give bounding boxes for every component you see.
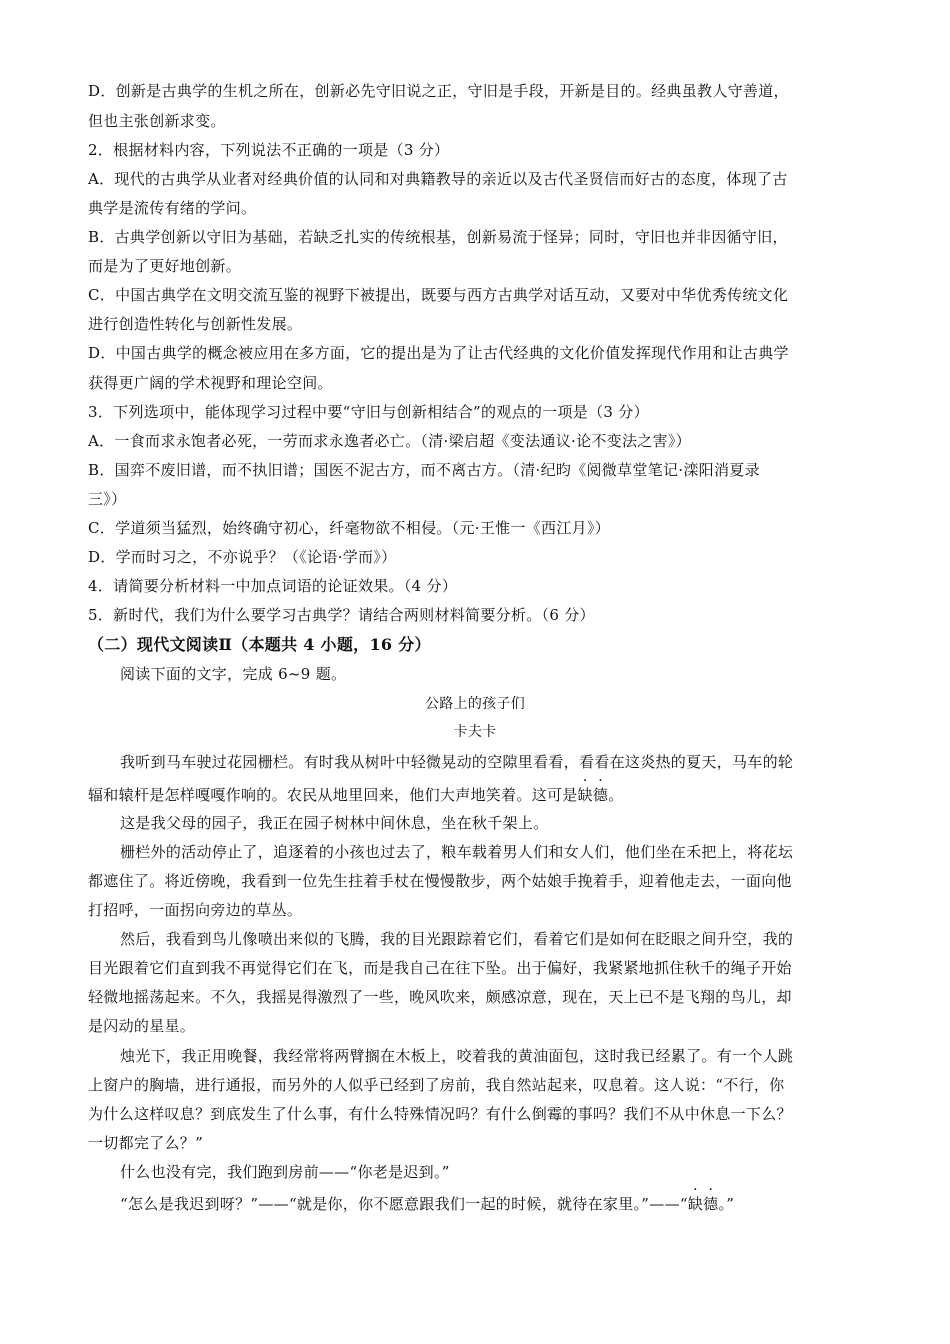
q3-option-b-line-2: 三》） — [88, 490, 127, 508]
story-title: 公路上的孩子们 — [424, 696, 526, 712]
story-p3-line-3: 打招呼，一面拐向旁边的草丛。 — [88, 901, 303, 919]
story-text: “怎么是我迟到呀？”——“就是你，你不愿意跟我们一起的时候，就待在家里。”——“ — [120, 1195, 688, 1213]
story-p4-line-1: 然后，我看到鸟儿像喷出来似的飞腾，我的目光跟踪着它们，看着它们是如何在眨眼之间升空，我的 — [120, 930, 794, 948]
emphasis-char: 缺 — [687, 1195, 704, 1213]
q3-option-a: A．一食而求永饱者必死，一劳而求永逸者必亡。（清·梁启超《变法通议·论不变法之害》） — [88, 432, 691, 450]
story-p1-line-1: 我听到马车驶过花园栅栏。有时我从树叶中轻微晃动的空隙里看看，看看在这炎热的夏天，马车的轮 — [120, 753, 794, 771]
emphasis-char: 缺 — [577, 786, 593, 804]
story-p4-line-3: 轻微地摇荡起来。不久，我摇晃得激烈了一些，晚风吹来，颇感凉意，现在，天上已不是飞翔的鸟儿，却 — [88, 988, 792, 1006]
story-p5-line-2: 上窗户的胸墙，进行通报，而另外的人似乎已经到了房前，我自然站起来，叹息着。这人说：“不行，你 — [88, 1076, 785, 1094]
story-text: 。 — [608, 786, 624, 804]
story-p3-line-1: 栅栏外的活动停止了，追逐着的小孩也过去了，粮车载着男人们和女人们，他们坐在禾把上，将花坛 — [120, 843, 794, 861]
question-5: 5．新时代，我们为什么要学习古典学？请结合两则材料简要分析。（6 分） — [88, 606, 595, 624]
q2-option-c-line-1: C．中国古典学在文明交流互鉴的视野下被提出，既要与西方古典学对话互动，又要对中华优秀传统文化 — [88, 286, 789, 304]
story-p4-line-4: 是闪动的星星。 — [88, 1017, 196, 1035]
option-d-line-1: D．创新是古典学的生机之所在，创新必先守旧说之正，守旧是手段，开新是目的。经典虽教人守善道， — [88, 82, 789, 100]
story-p4-line-2: 目光跟着它们直到我不再觉得它们在飞，而是我自己在往下坠。出于偏好，我紧紧地抓住秋千的绳子开始 — [88, 959, 792, 977]
q2-option-a-line-2: 典学是流传有绪的学问。 — [88, 199, 257, 217]
q2-option-c-line-2: 进行创造性转化与创新性发展。 — [88, 315, 303, 333]
q3-option-c: C．学道须当猛烈，始终确守初心，纤毫物欲不相侵。（元·王惟一《西江月》） — [88, 519, 611, 537]
reading-instruction: 阅读下面的文字，完成 6~9 题。 — [120, 665, 347, 683]
q3-option-b-line-1: B．国弈不废旧谱，而不执旧谱；国医不泥古方，而不离古方。（清·纪昀《阅微草堂笔记·滦阳消夏录 — [88, 461, 760, 479]
story-author: 卡夫卡 — [453, 724, 497, 740]
story-p2: 这是我父母的园子，我正在园子树林中间休息，坐在秋千架上。 — [120, 814, 549, 832]
q2-option-d-line-1: D．中国古典学的概念被应用在多方面，它的提出是为了让古代经典的文化价值发挥现代作用和让古典学 — [88, 344, 789, 362]
option-d-line-2: 但也主张创新求变。 — [88, 112, 226, 130]
question-3: 3．下列选项中，能体现学习过程中要“守旧与创新相结合”的观点的一项是（3 分） — [88, 403, 649, 421]
story-p5-line-1: 烛光下，我正用晚餐，我经常将两臂搁在木板上，咬着我的黄油面包，这时我已经累了。有一个人跳 — [120, 1047, 794, 1065]
emphasis-char: 德 — [703, 1195, 719, 1213]
q2-option-b-line-2: 而是为了更好地创新。 — [88, 257, 242, 275]
question-2: 2．根据材料内容，下列说法不正确的一项是（3 分） — [88, 141, 450, 159]
story-p6: 什么也没有完，我们跑到房前——“你老是迟到。” — [120, 1163, 450, 1181]
q2-option-b-line-1: B．古典学创新以守旧为基础，若缺乏扎实的传统根基，创新易流于怪异；同时，守旧也并非因循守旧， — [88, 228, 788, 246]
story-p5-line-3: 为什么这样叹息？到底发生了什么事，有什么特殊情况吗？有什么倒霉的事吗？我们不从中休息一下么？ — [88, 1105, 792, 1123]
emphasis-char: 德 — [592, 786, 609, 804]
q3-option-d: D．学而时习之，不亦说乎？（《论语·学而》） — [88, 548, 397, 566]
section-heading: （二）现代文阅读Ⅱ（本题共 4 小题，16 分） — [88, 635, 431, 654]
q2-option-a-line-1: A．现代的古典学从业者对经典价值的认同和对典籍教导的亲近以及古代圣贤信而好古的态度，体现了古 — [88, 170, 788, 188]
story-p1-line-2 — [88, 785, 868, 805]
story-p5-line-4: 一切都完了么？” — [88, 1134, 204, 1152]
question-4: 4．请简要分析材料一中加点词语的论证效果。（4 分） — [88, 577, 458, 595]
story-text: 。” — [718, 1195, 735, 1213]
story-text: 辐和辕杆是怎样嘎嘎作响的。农民从地里回来，他们大声地笑着。这可是 — [88, 786, 578, 804]
story-p7 — [120, 1194, 900, 1214]
story-p3-line-2: 都遮住了。将近傍晚，我看到一位先生拄着手杖在慢慢散步，两个姑娘手挽着手，迎着他走去，一面向他 — [88, 872, 792, 890]
q2-option-d-line-2: 获得更广阔的学术视野和理论空间。 — [88, 374, 333, 392]
